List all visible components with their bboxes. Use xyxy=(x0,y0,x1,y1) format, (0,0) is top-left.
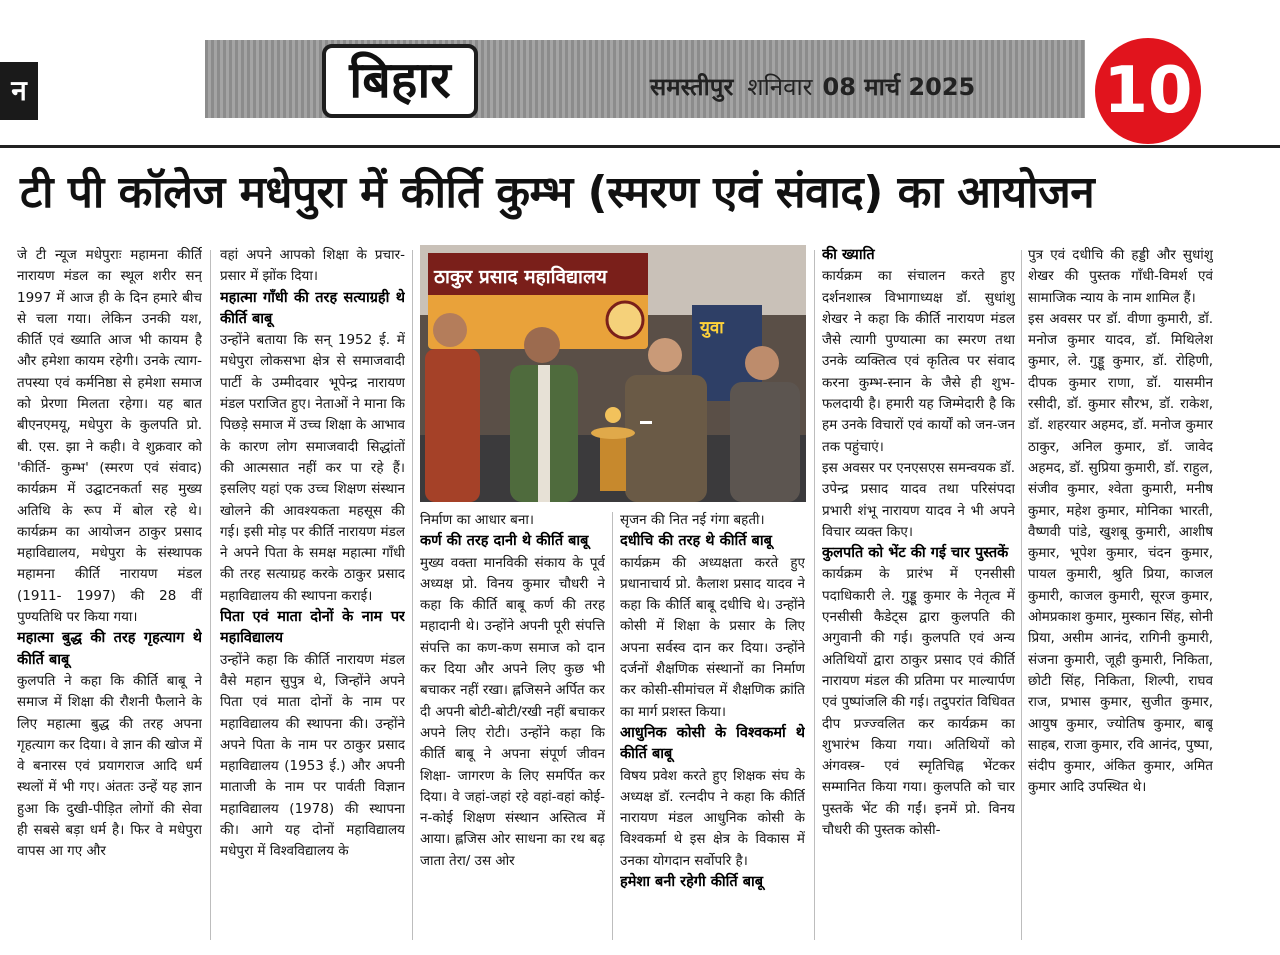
page-number-badge: 10 xyxy=(1095,38,1201,144)
article-column-3 xyxy=(420,510,605,945)
column-divider xyxy=(814,250,815,940)
paragraph: विषय प्रवेश करते हुए शिक्षक संघ के अध्यक्ष डॉ. रत्नदीप ने कहा कि कीर्ति नारायण मंडल आधुनिक कोसी के विश्वकर्मा थे इस क्षेत्र के विकास में उनका योगदान सर्वोपरि है। xyxy=(620,767,805,869)
article-headline: टी पी कॉलेज मधेपुरा में कीर्ति कुम्भ (स्मरण एवं संवाद) का आयोजन xyxy=(20,167,1095,218)
subheading: की ख्याति xyxy=(822,247,875,263)
article-column-5 xyxy=(822,245,1015,945)
column-divider xyxy=(612,512,613,940)
subheading: कुलपति को भेंट की गई चार पुस्तकें xyxy=(822,545,1009,562)
paragraph: निर्माण का आधार बना। xyxy=(420,512,534,528)
subheading: महात्मा गाँधी की तरह सत्याग्रही थे कीर्ति बाबू xyxy=(220,289,405,327)
subheading: आधुनिक कोसी के विश्वकर्मा थे कीर्ति बाबू xyxy=(620,724,805,763)
left-page-tag: न xyxy=(0,62,38,120)
subheading: पिता एवं माता दोनों के नाम पर महाविद्यालय xyxy=(220,609,405,647)
paragraph: मुख्य वक्ता मानविकी संकाय के पूर्व अध्यक्ष प्रो. विनय कुमार चौधरी ने कहा कि कीर्ति बाबू कर्ण की तरह महादानी थे। उन्होंने अपनी पूरी संपत्ति संपत्ति का कण-कण समाज को दान कर दिया और अपने लिए कुछ भी बचाकर नहीं रखा। ह्लजिसने अर्पित कर दी अपनी बोटी-बोटी/रखी नहीं बचाकर अपने लिए रोटी। उन्होंने कहा कि कीर्ति बाबू ने अपना संपूर्ण जीवन शिक्षा- जागरण के लिए समर्पित कर दिया। वे जहां-जहां रहे वहां-वहां कोई-न-कोई शिक्षण संस्थान अस्तित्व में आया। ह्लजिस ओर साधना का रथ बढ़ जाता तेरा/ उस ओर xyxy=(420,554,605,869)
dateline-day: शनिवार xyxy=(747,73,813,101)
paragraph: सृजन की नित नई गंगा बहती। xyxy=(620,512,765,528)
masthead-rule xyxy=(0,145,1280,148)
column-divider xyxy=(412,250,413,940)
article-column-1 xyxy=(17,245,202,945)
section-title: बिहार xyxy=(322,44,478,118)
paragraph: जे टी न्यूज मधेपुराः महामना कीर्ति नारायण मंडल का स्थूल शरीर सन् 1997 में आज ही के दिन हमारे बीच से चला गया। लेकिन उनकी यश, कीर्ति एवं ख्याति आज भी कायम है और हमेशा कायम रहेगी। उनके त्याग-तपस्या एवं कर्मनिष्ठा से हमेशा समाज को प्रेरणा मिलता रहेगा। यह बात बीएनएमयू, मधेपुरा के कुलपति प्रो. बी. एस. झा ने कही। वे शुक्रवार को 'कीर्ति- कुम्भ' (स्मरण एवं संवाद) कार्यक्रम में उद्घाटनकर्ता सह मुख्य अतिथि के रूप में बोल रहे थे। कार्यक्रम का आयोजन ठाकुर प्रसाद महाविद्यालय, मधेपुरा के संस्थापक महामना कीर्ति नारायण मंडल (1911- 1997) की 28 वीं पुण्यतिथि पर किया गया। xyxy=(17,247,202,626)
column-divider xyxy=(1021,250,1022,940)
photo-banner-text: ठाकुर प्रसाद महाविद्यालय xyxy=(434,266,607,288)
subheading: महात्मा बुद्ध की तरह गृहत्याग थे कीर्ति बाबू xyxy=(17,630,202,668)
subheading: कर्ण की तरह दानी थे कीर्ति बाबू xyxy=(420,533,589,550)
subheading: दधीचि की तरह थे कीर्ति बाबू xyxy=(620,533,772,550)
paragraph: कार्यक्रम के प्रारंभ में एनसीसी पदाधिकारी ले. गुड्डू कुमार के नेतृत्व में एनसीसी कैडेट्स द्वारा कुलपति की अगुवानी की गई। कुलपति एवं अन्य अतिथियों द्वारा ठाकुर प्रसाद एवं कीर्ति नारायण मंडल की प्रतिमा पर माल्यार्पण एवं पुष्पांजलि की गई। तदुपरांत विधिवत दीप प्रज्ज्वलित कर कार्यक्रम का शुभारंभ किया गया। अतिथियों को अंगवस्त्र- एवं स्मृतिचिह्न भेंटकर सम्मानित किया गया। कुलपति को चार पुस्तकें भेंट की गईं। इनमें प्रो. विनय चौधरी की पुस्तक कोसी- xyxy=(822,566,1015,839)
dateline-place: समस्तीपुर xyxy=(650,73,734,101)
paragraph: इस अवसर पर एनएसएस समन्वयक डॉ. उपेन्द्र प्रसाद यादव तथा परिसंपदा प्रभारी शंभू नारायण यादव ने भी अपने विचार व्यक्त किए। xyxy=(822,459,1015,540)
subheading: हमेशा बनी रहेगी कीर्ति बाबू xyxy=(620,874,764,891)
paragraph: पुत्र एवं दधीचि की हड्डी और सुधांशु शेखर की पुस्तक गाँधी-विमर्श एवं सामाजिक न्याय के नाम शामिल हैं। xyxy=(1028,247,1213,306)
dateline xyxy=(650,70,975,103)
photo-poster-text: युवा xyxy=(700,318,724,338)
article-column-6 xyxy=(1028,245,1213,945)
paragraph: कार्यक्रम की अध्यक्षता करते हुए प्रधानाचार्य प्रो. कैलाश प्रसाद यादव ने कहा कि कीर्ति बाबू दधीचि थे। उन्होंने कोसी में शिक्षा के प्रसार के लिए अपना सर्वस्व दान कर दिया। उन्होंने दर्जनों शैक्षणिक संस्थानों का निर्माण कर कोसी-सीमांचल में शैक्षणिक क्रांति का मार्ग प्रशस्त किया। xyxy=(620,554,805,720)
event-photo xyxy=(420,245,806,502)
dateline-date: 08 मार्च 2025 xyxy=(822,73,976,101)
paragraph: उन्होंने कहा कि कीर्ति नारायण मंडल वैसे महान सुपुत्र थे, जिन्होंने अपने पिता एवं माता दोनों के नाम पर महाविद्यालय की स्थापना की। उन्होंने अपने पिता के नाम पर ठाकुर प्रसाद महाविद्यालय (1953 ई.) और अपनी माताजी के नाम पर पार्वती विज्ञान महाविद्यालय (1978) की स्थापना की। आगे यह दोनों महाविद्यालय मधेपुरा में विश्वविद्यालय के xyxy=(220,651,405,860)
paragraph: वहां अपने आपको शिक्षा के प्रचार-प्रसार में झोंक दिया। xyxy=(220,247,405,285)
article-column-2 xyxy=(220,245,405,945)
paragraph: कार्यक्रम का संचालन करते हुए दर्शनशास्त्र विभागाध्यक्ष डॉ. सुधांशु शेखर ने कहा कि कीर्ति नारायण मंडल जैसे त्यागी पुण्यात्मा का स्मरण तथा उनके व्यक्तित्व एवं कृतित्व पर संवाद करना कुम्भ-स्नान के जैसे ही शुभ-फलदायी है। हमारी यह जिम्मेदारी है कि हम उनके विचारों एवं कार्यों को जन-जन तक पहुंचाएं। xyxy=(822,268,1015,455)
paragraph: उन्होंने बताया कि सन् 1952 ई. में मधेपुरा लोकसभा क्षेत्र से समाजवादी पार्टी के उम्मीदवार भूपेन्द्र नारायण मंडल पराजित हुए। नेताओं ने माना कि पिछड़े समाज में उच्च शिक्षा के आभाव के कारण लोग समाजवादी सिद्धांतों की आत्मसात नहीं कर पा रहे हैं। इसलिए यहां एक उच्च शिक्षण संस्थान खोलने की आवश्यकता महसूस की गई। इसी मोड़ पर कीर्ति नारायण मंडल ने अपने पिता के समक्ष महात्मा गाँधी की तरह सत्याग्रह करके ठाकुर प्रसाद महाविद्यालय की स्थापना कराई। xyxy=(220,332,405,604)
column-divider xyxy=(210,250,211,940)
paragraph: कुलपति ने कहा कि कीर्ति बाबू ने समाज में शिक्षा की रौशनी फैलाने के लिए महात्मा बुद्ध की तरह अपना गृहत्याग कर दिया। वे ज्ञान की खोज में वे बनारस एवं प्रयागराज आदि धर्म स्थलों में भी गए। अंततः उन्हें यह ज्ञान हुआ कि दुखी-पीड़ित लोगों की सेवा ही सबसे बड़ा धर्म है। फिर वे मधेपुरा वापस आ गए और xyxy=(17,672,202,860)
paragraph: इस अवसर पर डॉ. वीणा कुमारी, डॉ. मनोज कुमार यादव, डॉ. मिथिलेश कुमार, ले. गुड्डू कुमार, डॉ. रोहिणी, दीपक कुमार राणा, डॉ. यासमीन रसीदी, डॉ. कुमार सौरभ, डॉ. राकेश, डॉ. शहरयार अहमद, डॉ. मनोज कुमार ठाकुर, अनिल कुमार, डॉ. जावेद अहमद, डॉ. सुप्रिया कुमारी, डॉ. राहुल, संजीव कुमार, श्वेता कुमारी, मनीष कुमार, महेश कुमार, मोनिका भारती, वैष्णवी पांडे, खुशबू कुमारी, आशीष कुमार, भूपेश कुमार, चंदन कुमार, पायल कुमारी, श्रुति प्रिया, काजल कुमारी, काजल कुमारी, सूरज कुमार, ओमप्रकाश कुमार, मुस्कान सिंह, सोनी प्रिया, असीम आनंद, रागिनी कुमारी, संजना कुमारी, जूही कुमारी, निकिता, छोटी सिंह, निकिता, शिल्पी, राघव राज, प्रभास कुमार, सुजीत कुमार, आयुष कुमार, ज्योतिष कुमार, बाबू साहब, राजा कुमार, रवि आनंद, पुष्पा, संदीप कुमार, अंकित कुमार, अमित कुमार आदि उपस्थित थे। xyxy=(1028,310,1213,796)
article-column-4 xyxy=(620,510,805,945)
